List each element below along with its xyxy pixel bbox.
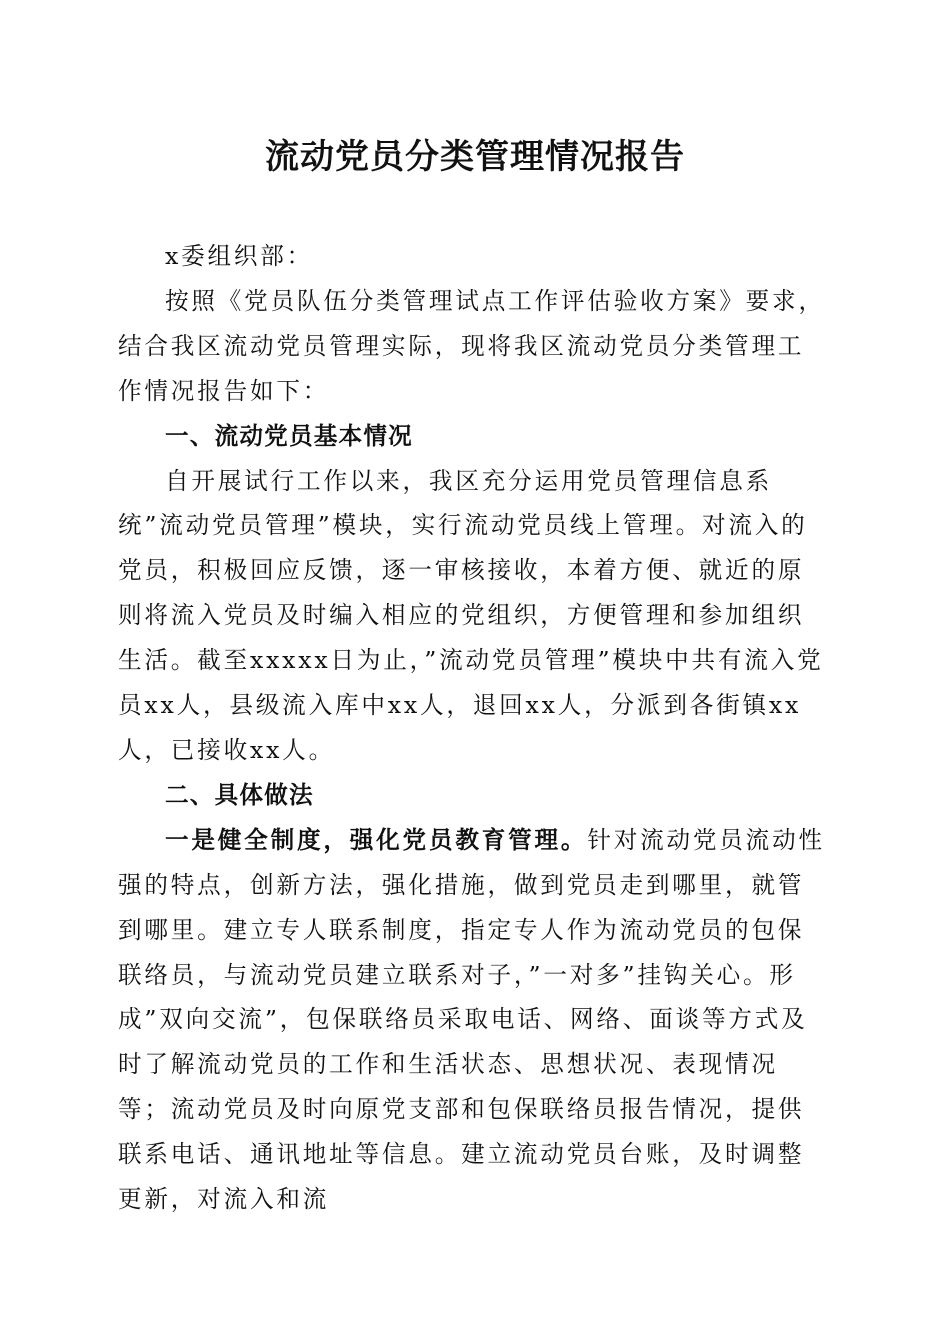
section-basic-situation-paragraph: 自开展试行工作以来，我区充分运用党员管理信息系统”流动党员管理”模块，实行流动党员线上管理。对流入的党员，积极回应反馈，逐一审核接收，本着方便、就近的原则将流入党员及时编入相应的党组织，方便管理和参加组织生活。截至xxxxx日为止，”流动党员管理”模块中共有流入党员xx人，县级流入库中xx人，退回xx人，分派到各街镇xx人，已接收xx人。 — [118, 466, 824, 764]
practice-body-text: 针对流动党员流动性强的特点，创新方法，强化措施，做到党员走到哪里，就管到哪里。建立专人联系制度，指定专人作为流动党员的包保联络员，与流动党员建立联系对子，”一对多”挂钩关心。形成”双向交流”，包保联络员采取电话、网络、面谈等方式及时了解流动党员的工作和生活状态、思想状况、表现情况等；流动党员及时向原党支部和包保联络员报告情况，提供联系电话、通讯地址等信息。建立流动党员台账，及时调整更新，对流入和流 — [118, 825, 825, 1214]
section-heading-specific-practices: 二、具体做法 — [165, 780, 314, 809]
document-body — [118, 234, 828, 1222]
salutation: x委组织部： — [165, 242, 314, 270]
practice-lead-sentence: 一是健全制度，强化党员教育管理。 — [165, 825, 588, 854]
section-heading-basic-situation: 一、流动党员基本情况 — [165, 421, 413, 450]
practice-paragraph — [118, 818, 828, 1222]
document-title: 流动党员分类管理情况报告 — [265, 137, 685, 177]
intro-paragraph: 按照《党员队伍分类管理试点工作评估验收方案》要求，结合我区流动党员管理实际，现将我区流动党员分类管理工作情况报告如下： — [118, 286, 825, 405]
